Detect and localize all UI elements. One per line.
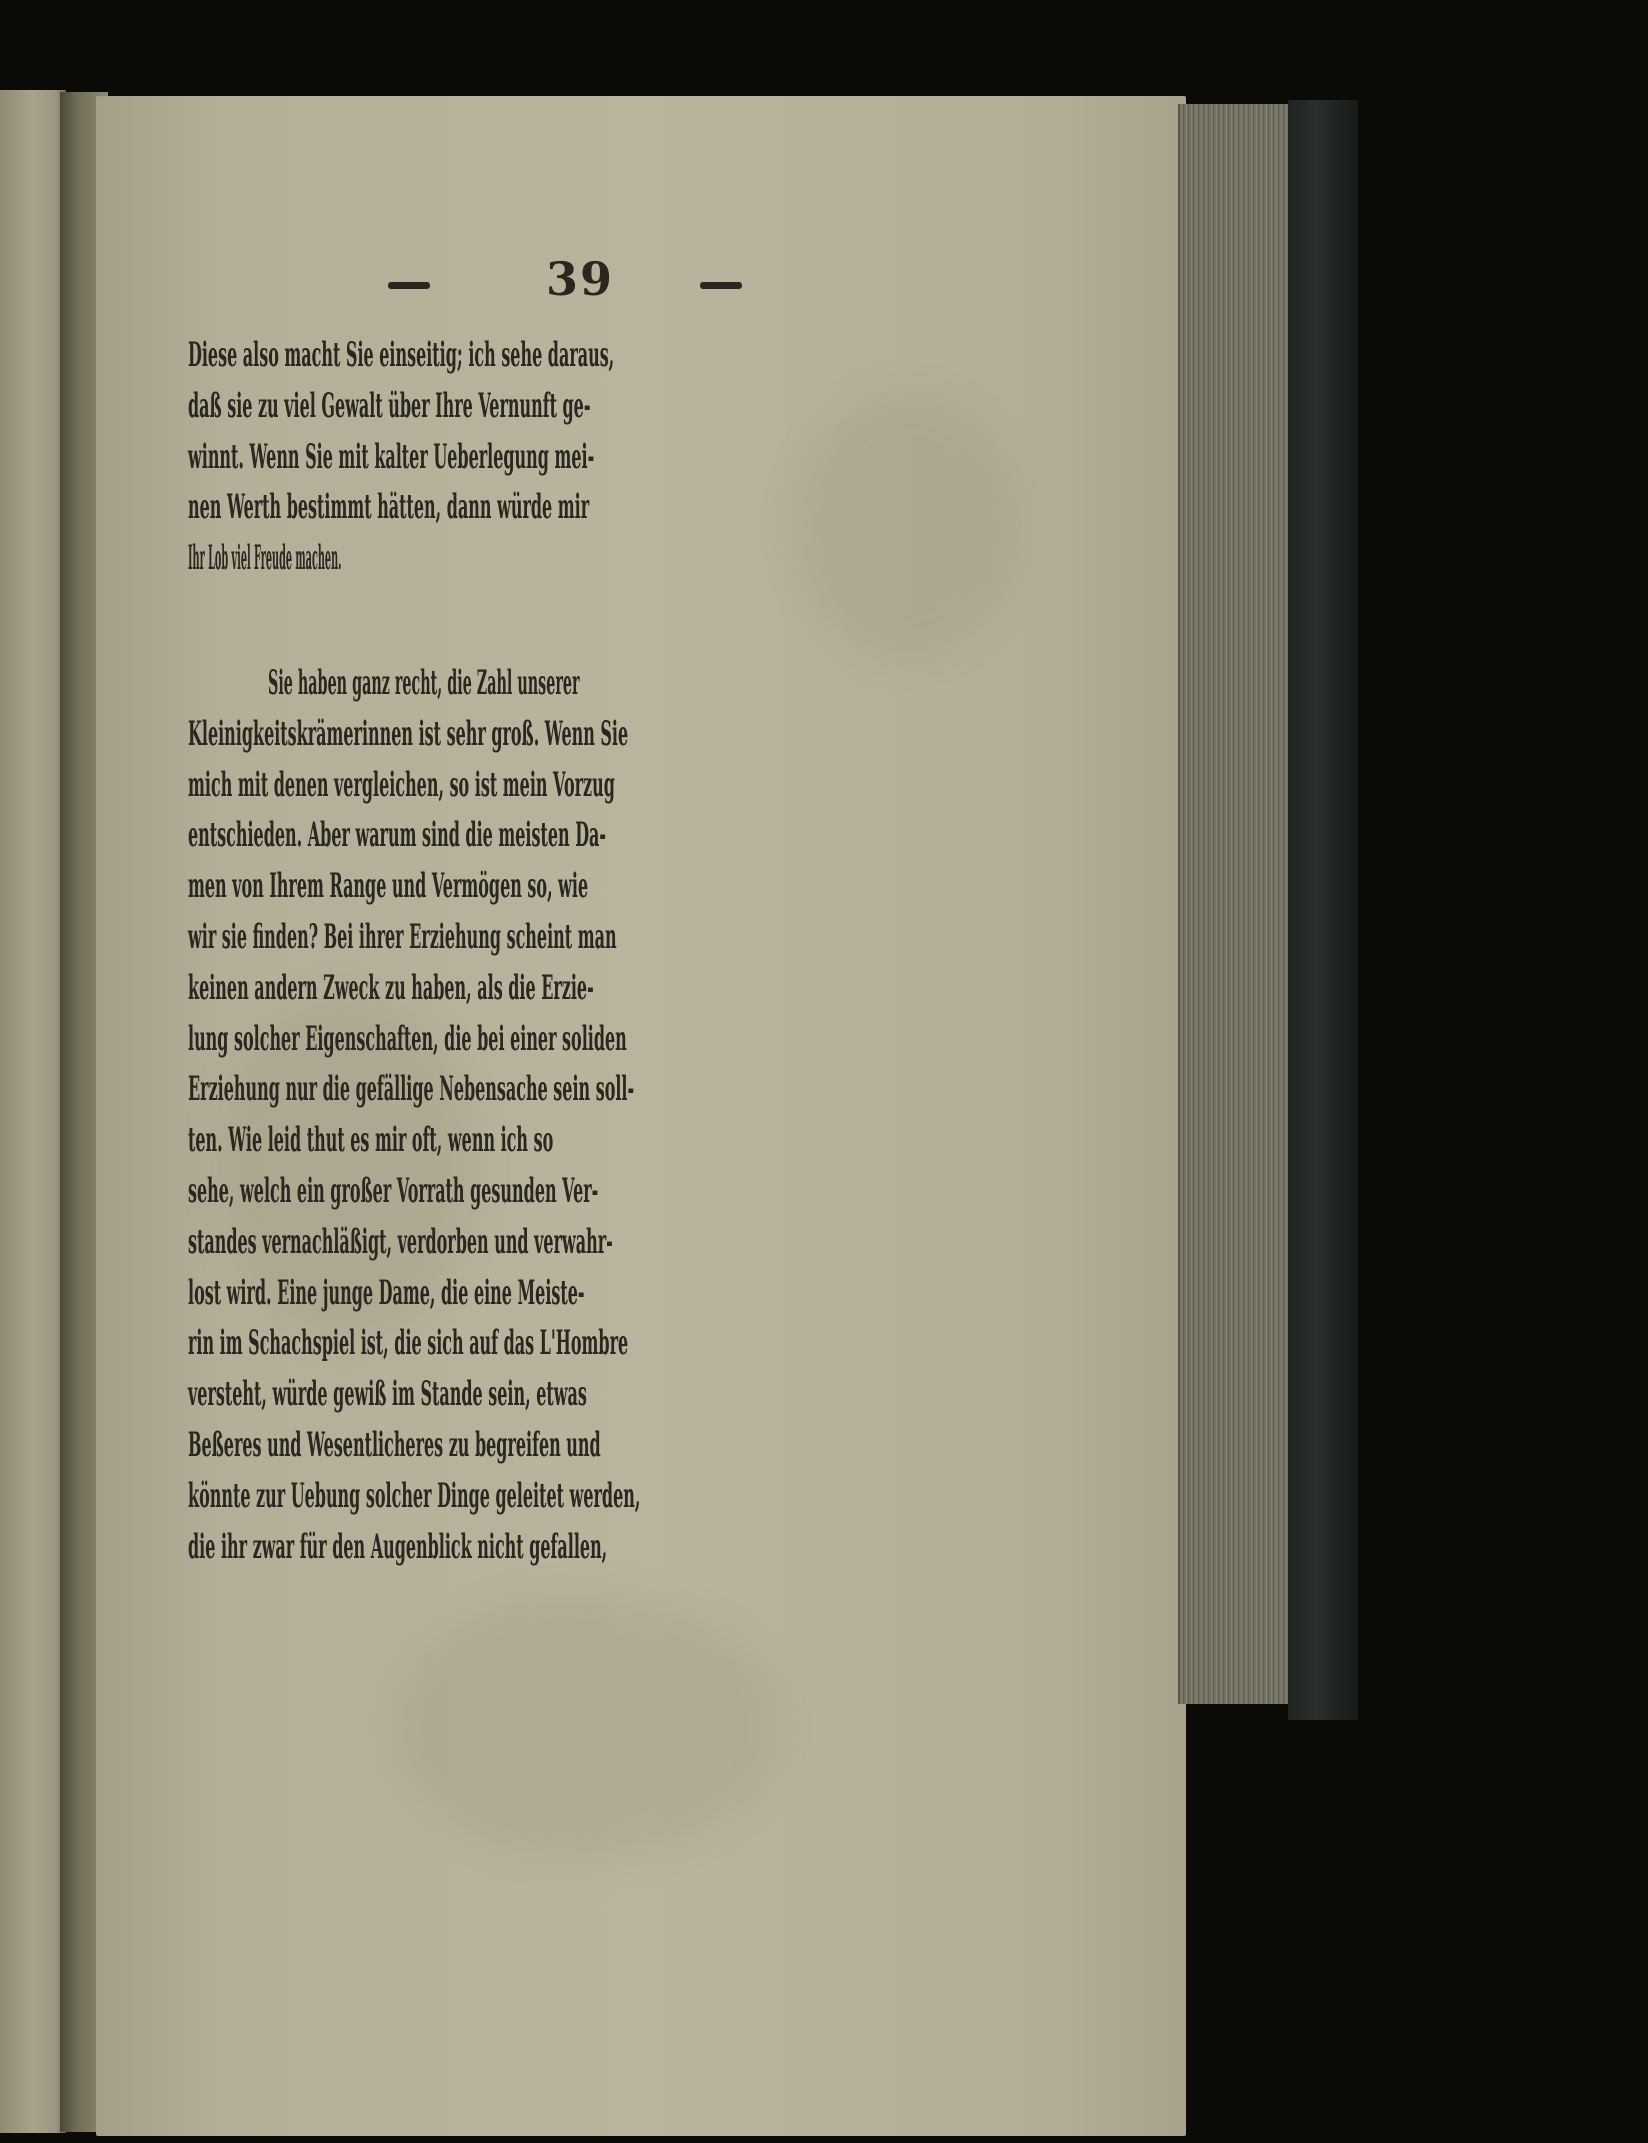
text-line: keinen andern Zweck zu haben, als die Erzie- [188,967,594,1008]
text-line: rin im Schachspiel ist, die sich auf das L'Hombre [188,1323,629,1364]
text-line: lost wird. Eine junge Dame, die eine Meiste- [188,1272,585,1313]
book-cover [1288,100,1358,1720]
text-line: Beßeres und Wesentlicheres zu begreifen und [188,1425,601,1465]
text-line: Diese also macht Sie einseitig; ich sehe daraus, [188,335,615,375]
text-line: daß sie zu viel Gewalt über Ihre Vernunft ge- [188,385,591,426]
text-line: winnt. Wenn Sie mit kalter Ueberlegung mei- [188,436,595,477]
text-line: versteht, würde gewiß im Stande sein, etwas [188,1374,587,1415]
page-number: 39 [545,252,614,306]
text-line: lung solcher Eigenschaften, die bei einer soliden [188,1018,627,1059]
text-line: Kleinigkeitskrämerinnen ist sehr groß. Wenn Sie [188,713,629,754]
text-line: könnte zur Uebung solcher Dinge geleitet werden, [188,1475,641,1516]
text-line: men von Ihrem Range und Vermögen so, wie [188,866,589,907]
text-line: wir sie finden? Bei ihrer Erziehung scheint man [188,917,617,957]
left-facing-page [0,90,66,2133]
header-rule-left [388,282,430,289]
text-line: mich mit denen vergleichen, so ist mein Vorzug [188,764,615,805]
header-rule-right [700,282,742,289]
text-line: die ihr zwar für den Augenblick nicht gefallen, [188,1526,608,1567]
text-line: nen Werth bestimmt hätten, dann würde mir [188,487,590,528]
text-line: ten. Wie leid thut es mir oft, wenn ich so [188,1120,554,1161]
text-line: entschieden. Aber warum sind die meisten Da- [188,815,607,856]
text-line: Ihr Lob viel Freude machen. [188,538,342,579]
text-line: Sie haben ganz recht, die Zahl unserer [268,663,580,703]
text-line: sehe, welch ein großer Vorrath gesunden Ver- [188,1171,599,1211]
text-line: Erziehung nur die gefällige Nebensache sein soll- [188,1069,635,1110]
text-line: standes vernachläßigt, verdorben und verwahr- [188,1221,613,1262]
page-fore-edge [1178,104,1290,1704]
